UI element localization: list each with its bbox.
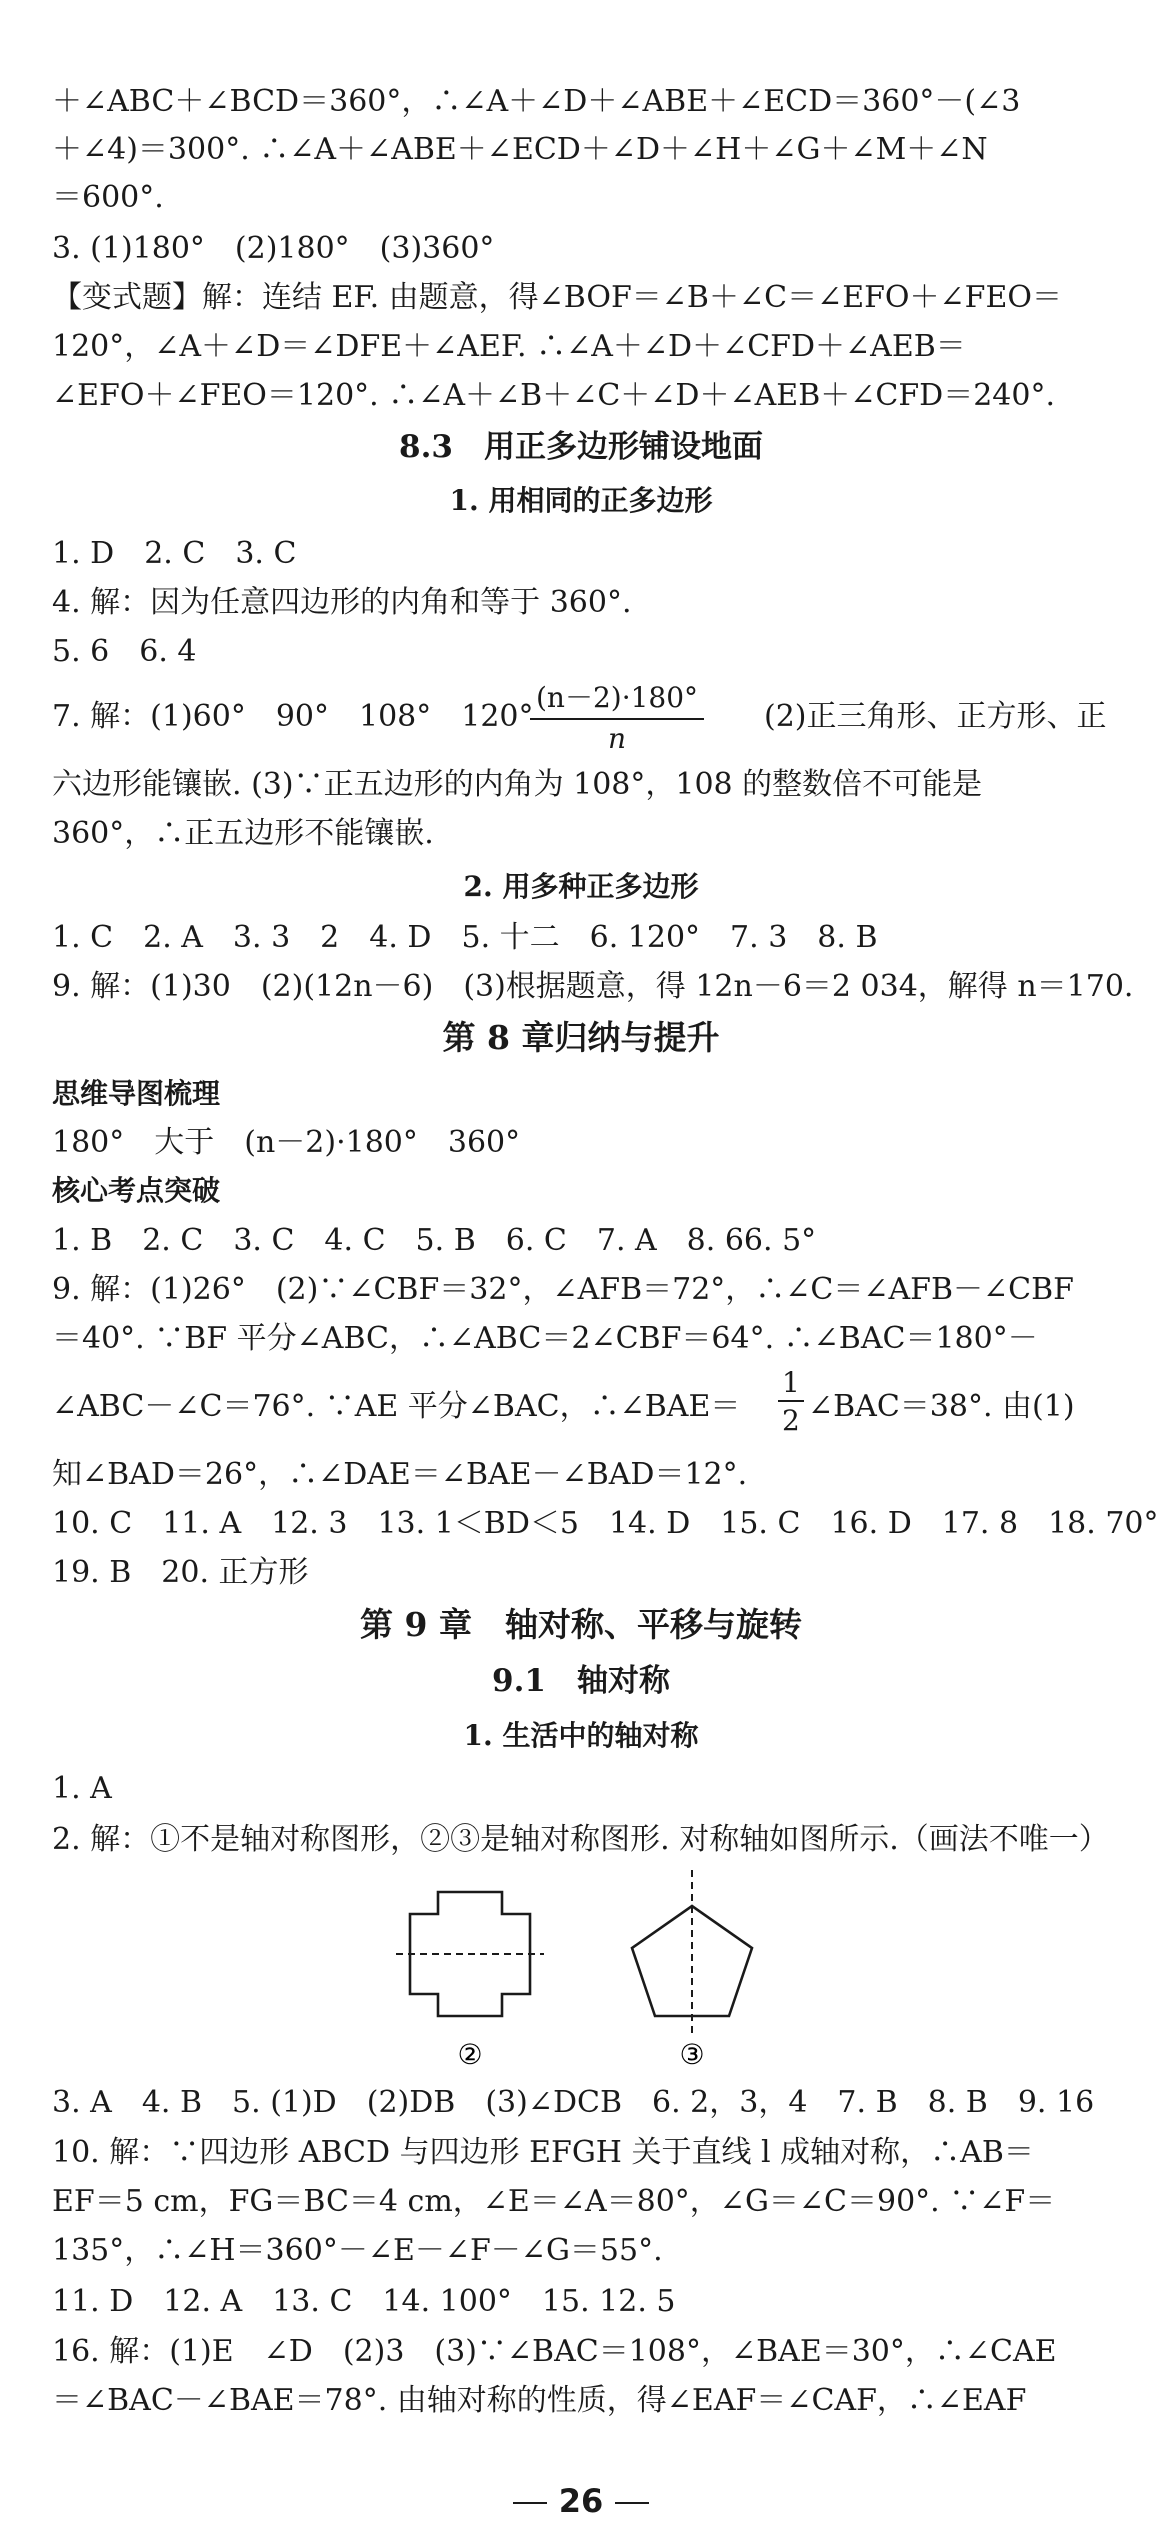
text-line: ＝∠BAC－∠BAE＝78°. 由轴对称的性质，得∠EAF＝∠CAF，∴∠EAF [52,2383,1027,2418]
fraction-numerator: (n－2)·180° [530,676,704,720]
text-line: 1. C 2. A 3. 3 2 4. D 5. 十二 6. 120° 7. 3 8. B [52,920,878,955]
subsection-heading: 1. 用相同的正多边形 [449,484,713,517]
text-line: ∠ABC－∠C＝76°. ∵AE 平分∠BAC，∴∠BAE＝ [52,1389,741,1424]
text-line: 3. A 4. B 5. (1)D (2)DB (3)∠DCB 6. 2，3，4 7. B 8. B 9. 16 [52,2085,1095,2120]
text-line: (2)正三角形、正方形、正 [764,699,1107,734]
figure-label-3: ③ [679,2038,705,2071]
page-number-dash [513,2502,547,2504]
text-line: 六边形能镶嵌. (3)∵正五边形的内角为 108°，108 的整数倍不可能是 [52,767,983,802]
fraction-one-half [778,1366,804,1437]
fraction-numerator: 1 [778,1366,804,1402]
section-heading: 9.1 轴对称 [492,1663,670,1699]
subsection-heading: 2. 用多种正多边形 [463,870,699,903]
text-line: ＋∠4)＝300°. ∴∠A＋∠ABE＋∠ECD＋∠D＋∠H＋∠G＋∠M＋∠N [52,132,988,167]
text-line: ＝40°. ∵BF 平分∠ABC，∴∠ABC＝2∠CBF＝64°. ∴∠BAC＝180°－ [52,1321,1038,1356]
symmetry-figures [390,1864,770,2076]
text-line: 16. 解：(1)E ∠D (2)3 (3)∵∠BAC＝108°，∠BAE＝30°，∴∠CAE [52,2334,1057,2369]
text-line: 135°，∴∠H＝360°－∠E－∠F－∠G＝55°. [52,2233,663,2268]
text-line: 3. (1)180° (2)180° (3)360° [52,231,495,266]
text-line: 120°，∠A＋∠D＝∠DFE＋∠AEF. ∴∠A＋∠D＋∠CFD＋∠AEB＝ [52,329,966,364]
text-line: 180° 大于 (n－2)·180° 360° [52,1125,521,1160]
page-number [0,2482,1162,2520]
text-line: 11. D 12. A 13. C 14. 100° 15. 12. 5 [52,2284,676,2319]
text-line: 4. 解：因为任意四边形的内角和等于 360°. [52,585,632,620]
chapter-summary-heading: 第 8 章归纳与提升 [442,1018,720,1057]
summary-subheading: 核心考点突破 [52,1174,221,1207]
cross-shape-figure [396,1892,544,2016]
text-line: 2. 解：①不是轴对称图形，②③是轴对称图形. 对称轴如图所示.（画法不唯一） [52,1822,1109,1857]
text-line: 知∠BAD＝26°，∴∠DAE＝∠BAE－∠BAD＝12°. [52,1457,748,1492]
text-line: 1. B 2. C 3. C 4. C 5. B 6. C 7. A 8. 66. 5° [52,1223,817,1258]
text-line: 5. 6 6. 4 [52,634,197,669]
text-line: 10. C 11. A 12. 3 13. 1＜BD＜5 14. D 15. C 16. D 17. 8 18. 70° [52,1506,1159,1541]
pentagon-figure [632,1870,752,2038]
text-line: ＋∠ABC＋∠BCD＝360°，∴∠A＋∠D＋∠ABE＋∠ECD＝360°－(∠3 [52,84,1021,119]
text-line: ∠BAC＝38°. 由(1) [808,1389,1075,1424]
text-line: 10. 解：∵四边形 ABCD 与四边形 EFGH 关于直线 l 成轴对称，∴AB＝ [52,2135,1034,2170]
section-heading: 8.3 用正多边形铺设地面 [399,429,763,465]
text-line: 1. A [52,1771,112,1806]
text-line: 7. 解：(1)60° 90° 108° 120° [52,699,534,734]
text-line: 9. 解：(1)26° (2)∵∠CBF＝32°，∠AFB＝72°，∴∠C＝∠AFB－∠CBF [52,1272,1074,1307]
text-line: ＝600°. [52,180,164,215]
text-line: 【变式题】解：连结 EF. 由题意，得∠BOF＝∠B＋∠C＝∠EFO＋∠FEO＝ [52,280,1062,315]
summary-subheading: 思维导图梳理 [52,1077,221,1110]
fraction [530,676,704,755]
text-line: EF＝5 cm，FG＝BC＝4 cm，∠E＝∠A＝80°，∠G＝∠C＝90°. ∵∠F＝ [52,2184,1056,2219]
text-line: ∠EFO＋∠FEO＝120°. ∴∠A＋∠B＋∠C＋∠D＋∠AEB＋∠CFD＝240°. [52,378,1055,413]
text-line: 9. 解：(1)30 (2)(12n－6) (3)根据题意，得 12n－6＝2 034，解得 n＝170. [52,969,1134,1004]
text-line: 1. D 2. C 3. C [52,536,297,571]
figure-label-2: ② [457,2038,483,2071]
text-line: 19. B 20. 正方形 [52,1555,309,1590]
fraction-denominator: 2 [782,1404,800,1437]
chapter-heading: 第 9 章 轴对称、平移与旋转 [360,1605,802,1644]
page-number-value: 26 [558,2482,604,2520]
page-number-dash [615,2502,649,2504]
subsection-heading: 1. 生活中的轴对称 [463,1719,699,1752]
text-line: 360°，∴正五边形不能镶嵌. [52,816,434,851]
fraction-denominator: n [608,722,627,755]
